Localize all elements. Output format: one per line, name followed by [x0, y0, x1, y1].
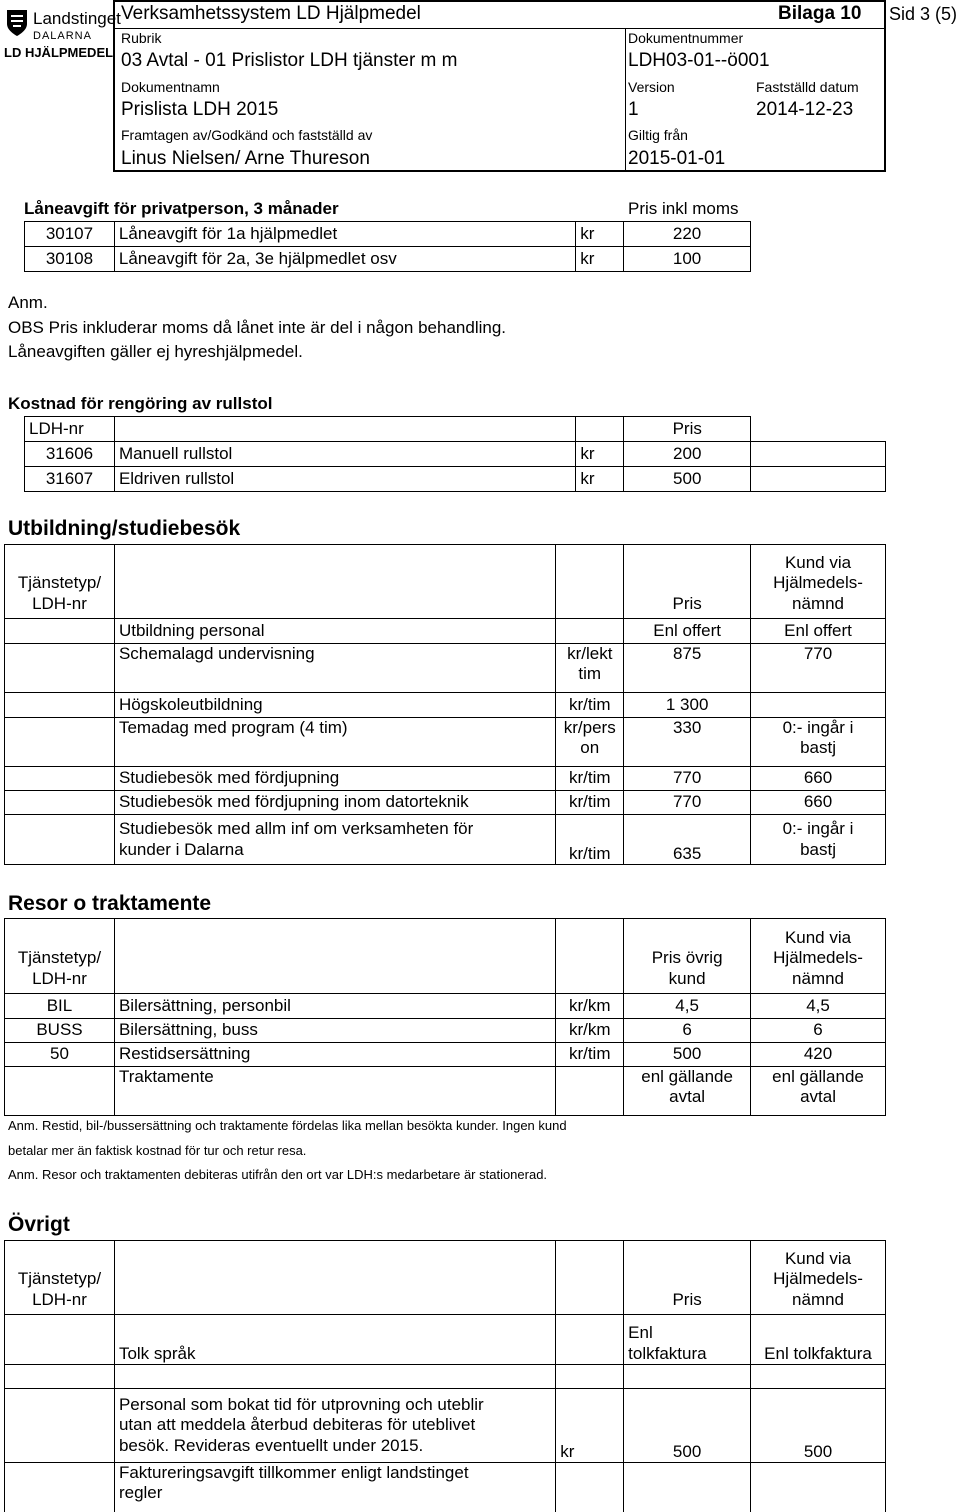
travel-col-kund: Kund via	[784, 927, 852, 947]
education-unit: kr/tim	[556, 791, 624, 815]
table-row	[25, 222, 751, 247]
travel-allowance-kund-2: avtal	[800, 1087, 836, 1107]
education-unit: kr/tim	[556, 767, 624, 791]
other-col-type: Tjänstetyp/	[17, 1269, 102, 1289]
cleaning-code: 31606	[25, 442, 115, 467]
education-desc: Temadag med program (4 tim)	[114, 718, 555, 767]
loan-table	[24, 221, 751, 272]
table-row	[5, 791, 886, 815]
travel-col-price: Pris övrig	[651, 948, 723, 968]
education-price: 875	[624, 644, 751, 693]
education-price: Enl offert	[624, 619, 751, 644]
table-header-row	[5, 545, 886, 619]
education-desc: Studiebesök med fördjupning	[114, 767, 555, 791]
valid-value: 2015-01-01	[628, 148, 726, 169]
education-price: 770	[624, 791, 751, 815]
valid-label: Giltig från	[628, 127, 688, 143]
education-price: 770	[624, 767, 751, 791]
education-desc: Högskoleutbildning	[114, 693, 555, 718]
cleaning-table	[24, 416, 886, 492]
travel-table	[4, 918, 886, 1116]
other-tolk-kund: Enl tolkfaktura	[751, 1315, 886, 1365]
other-tolk-desc: Tolk språk	[114, 1315, 555, 1365]
table-header-row	[5, 919, 886, 994]
loan-code: 30107	[25, 222, 115, 247]
education-price: 635	[624, 815, 751, 865]
education-kund-2: bastj	[800, 839, 836, 859]
appendix-label: Bilaga 10	[778, 3, 862, 24]
table-row	[5, 1043, 886, 1067]
education-kund: 660	[751, 767, 886, 791]
travel-title: Resor o traktamente	[8, 892, 212, 915]
other-noshow-kund: 500	[751, 1389, 886, 1463]
loan-note-1: OBS Pris inkluderar moms då lånet inte är del i någon behandling.	[8, 318, 507, 337]
table-row	[5, 718, 886, 767]
date-value: 2014-12-23	[756, 99, 854, 120]
landstinget-emblem-icon	[4, 8, 30, 38]
education-col-kund: Kund via	[784, 552, 852, 572]
education-unit: kr/pers	[563, 718, 616, 737]
education-unit: kr/tim	[556, 815, 624, 865]
travel-col-type-2: LDH-nr	[32, 968, 87, 988]
table-row	[5, 767, 886, 791]
education-col-kund-2: Hjälmedels-	[773, 573, 863, 593]
education-desc: Studiebesök med allm inf om verksamheten för	[118, 819, 474, 839]
table-row	[5, 619, 886, 644]
table-row	[5, 1389, 886, 1463]
education-unit-2: on	[580, 738, 600, 758]
travel-note-1: Anm. Restid, bil-/bussersättning och traktamente fördelas lika mellan besökta kunder. Ingen kund	[8, 1118, 567, 1133]
table-row	[5, 644, 886, 693]
other-tolk-price: Enl	[628, 1323, 653, 1343]
travel-kund: 420	[751, 1043, 886, 1067]
other-col-type-2: LDH-nr	[32, 1289, 87, 1309]
table-header-row	[5, 1241, 886, 1315]
education-desc: Schemalagd undervisning	[114, 644, 555, 693]
loan-price: 220	[624, 222, 751, 247]
other-col-price: Pris	[624, 1241, 751, 1315]
other-col-kund-2: Hjälmedels-	[773, 1269, 863, 1289]
logo-org-name: Landstinget	[33, 9, 121, 28]
cleaning-price: 500	[624, 467, 751, 492]
travel-price: 4,5	[624, 994, 751, 1019]
education-price: 330	[624, 718, 751, 767]
table-row	[5, 1067, 886, 1116]
travel-col-kund-2: Hjälmedels-	[773, 948, 863, 968]
loan-note-title: Anm.	[8, 293, 48, 312]
table-header-row	[25, 417, 886, 442]
education-col-kund-3: nämnd	[792, 593, 845, 613]
system-title: Verksamhetssystem LD Hjälpmedel	[121, 3, 421, 24]
table-row	[5, 693, 886, 718]
docname-label: Dokumentnamn	[121, 79, 220, 95]
education-title: Utbildning/studiebesök	[8, 517, 241, 540]
table-row	[5, 1019, 886, 1043]
docname-value: Prislista LDH 2015	[121, 99, 279, 120]
education-col-type: Tjänstetyp/	[17, 573, 102, 593]
table-row	[5, 1463, 886, 1512]
travel-unit: kr/km	[556, 1019, 624, 1043]
author-value: Linus Nielsen/ Arne Thureson	[121, 148, 370, 169]
loan-code: 30108	[25, 247, 115, 272]
date-label: Fastställd datum	[756, 79, 859, 95]
loan-title: Låneavgift för privatperson, 3 månader	[24, 199, 339, 218]
docnum-label: Dokumentnummer	[628, 30, 744, 46]
travel-price: 6	[624, 1019, 751, 1043]
education-desc: Utbildning personal	[114, 619, 555, 644]
other-table	[4, 1240, 886, 1512]
table-row	[5, 1365, 886, 1389]
other-billing-desc-2: regler	[118, 1483, 163, 1503]
page-number: Sid 3 (5)	[889, 4, 958, 24]
travel-kund: 6	[751, 1019, 886, 1043]
table-row	[25, 442, 886, 467]
logo	[4, 6, 121, 64]
version-value: 1	[628, 99, 639, 120]
docnum-value: LDH03-01--ö001	[628, 50, 770, 71]
education-price: 1 300	[624, 693, 751, 718]
travel-desc: Restidsersättning	[114, 1043, 555, 1067]
education-unit: kr/lekt	[567, 644, 613, 663]
travel-kund: 4,5	[751, 994, 886, 1019]
loan-note-2: Låneavgiften gäller ej hyreshjälpmedel.	[8, 342, 303, 361]
loan-desc: Låneavgift för 2a, 3e hjälpmedlet osv	[114, 247, 575, 272]
other-col-kund-3: nämnd	[792, 1289, 845, 1309]
other-noshow-price: 500	[624, 1389, 751, 1463]
other-col-kund: Kund via	[784, 1248, 852, 1268]
cleaning-title: Kostnad för rengöring av rullstol	[8, 394, 273, 413]
loan-unit: kr	[576, 222, 624, 247]
cleaning-price: 200	[624, 442, 751, 467]
cleaning-code: 31607	[25, 467, 115, 492]
travel-code: BIL	[5, 994, 115, 1019]
cleaning-desc: Eldriven rullstol	[114, 467, 575, 492]
table-row	[5, 815, 886, 865]
travel-allowance-price: enl gällande	[641, 1067, 733, 1086]
education-col-type-2: LDH-nr	[32, 593, 87, 613]
travel-col-price-2: kund	[668, 968, 706, 988]
table-row	[5, 1315, 886, 1365]
education-kund: 770	[751, 644, 886, 693]
table-row	[5, 994, 886, 1019]
education-unit-2: tim	[578, 664, 602, 684]
education-table	[4, 544, 886, 865]
rubrik-label: Rubrik	[121, 30, 162, 46]
cleaning-unit: kr	[576, 467, 624, 492]
travel-allowance-price-2: avtal	[669, 1087, 706, 1107]
version-label: Version	[628, 79, 675, 95]
loan-unit: kr	[576, 247, 624, 272]
travel-code: BUSS	[5, 1019, 115, 1043]
travel-price: 500	[624, 1043, 751, 1067]
other-noshow-desc-3: besök. Revideras eventuellt under 2015.	[118, 1435, 424, 1455]
education-kund-2: bastj	[800, 738, 836, 758]
education-kund: 660	[751, 791, 886, 815]
cleaning-desc: Manuell rullstol	[114, 442, 575, 467]
other-tolk-price-2: tolkfaktura	[628, 1343, 707, 1363]
cleaning-col-code: LDH-nr	[25, 417, 115, 442]
cleaning-unit: kr	[576, 442, 624, 467]
table-row	[25, 247, 751, 272]
cleaning-col-price: Pris	[624, 417, 751, 442]
travel-col-type: Tjänstetyp/	[17, 948, 102, 968]
education-unit: kr/tim	[556, 693, 624, 718]
travel-desc: Bilersättning, buss	[114, 1019, 555, 1043]
loan-price: 100	[624, 247, 751, 272]
rubrik-value: 03 Avtal - 01 Prislistor LDH tjänster m m	[121, 50, 458, 71]
education-kund: Enl offert	[751, 619, 886, 644]
education-desc-2: kunder i Dalarna	[118, 839, 244, 859]
travel-code: 50	[5, 1043, 115, 1067]
travel-col-kund-3: nämnd	[792, 968, 845, 988]
other-title: Övrigt	[8, 1213, 70, 1236]
education-col-price: Pris	[624, 545, 751, 619]
loan-desc: Låneavgift för 1a hjälpmedlet	[114, 222, 575, 247]
logo-region: DALARNA	[33, 30, 92, 42]
travel-allowance-kund: enl gällande	[772, 1067, 864, 1086]
travel-note-2: Anm. Resor och traktamenten debiteras utifrån den ort var LDH:s medarbetare är stationerad.	[8, 1167, 548, 1182]
travel-allowance-desc: Traktamente	[114, 1067, 555, 1116]
education-desc: Studiebesök med fördjupning inom datorteknik	[114, 791, 555, 815]
table-row	[25, 467, 886, 492]
loan-price-header: Pris inkl moms	[628, 199, 739, 218]
travel-note-1-cont: betalar mer än faktisk kostnad för tur och retur resa.	[8, 1143, 307, 1158]
education-kund: 0:- ingår i	[782, 718, 854, 737]
other-noshow-desc: Personal som bokat tid för utprovning och uteblir	[118, 1394, 484, 1414]
author-label: Framtagen av/Godkänd och fastställd av	[121, 127, 373, 143]
other-noshow-desc-2: utan att meddela återbud debiteras för uteblivet	[118, 1415, 476, 1435]
other-billing-desc: Faktureringsavgift tillkommer enligt landstinget	[118, 1463, 469, 1482]
logo-unit: LD HJÄLPMEDEL	[4, 45, 114, 60]
travel-unit: kr/km	[556, 994, 624, 1019]
travel-unit: kr/tim	[556, 1043, 624, 1067]
travel-desc: Bilersättning, personbil	[114, 994, 555, 1019]
other-noshow-unit: kr	[556, 1389, 624, 1463]
education-kund: 0:- ingår i	[782, 819, 854, 839]
